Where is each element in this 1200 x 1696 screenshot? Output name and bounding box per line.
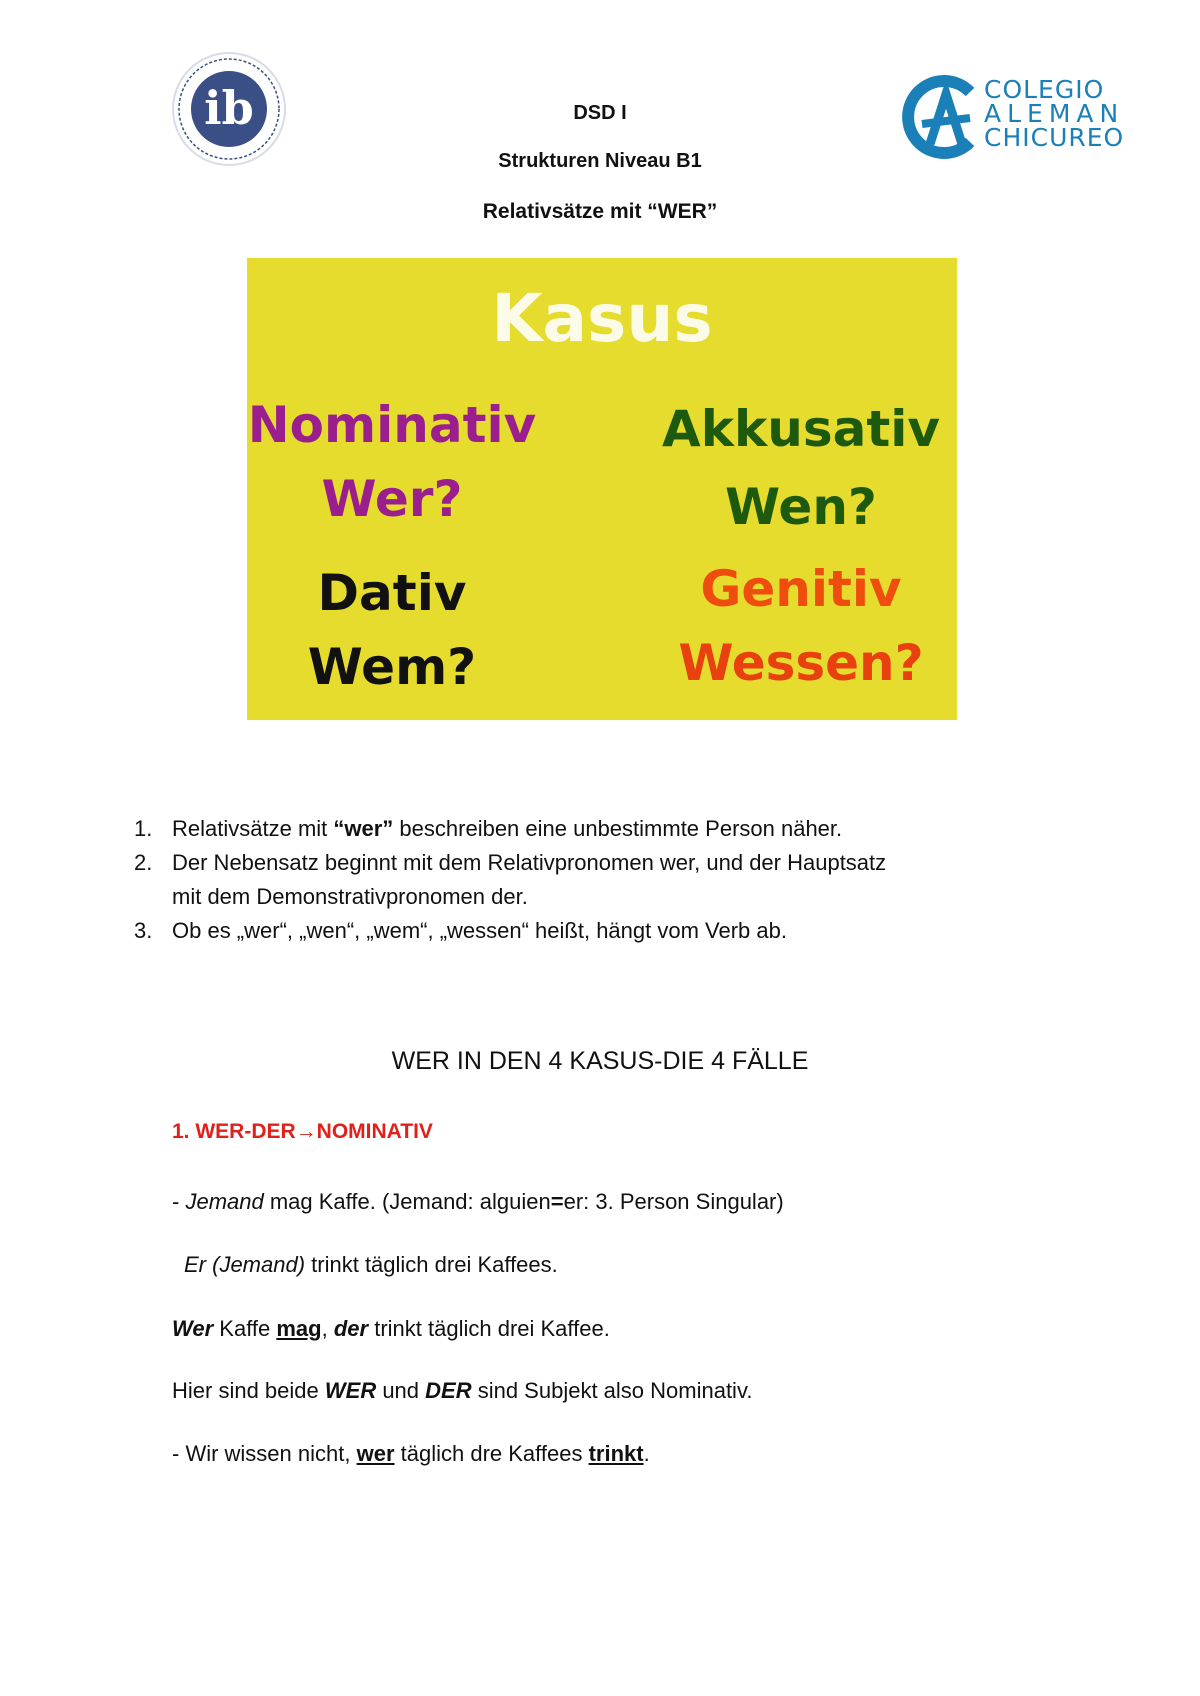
rule-text: Relativsätze mit (172, 816, 334, 841)
text-fragment: wer (356, 1441, 395, 1466)
section-title: WER IN DEN 4 KASUS-DIE 4 FÄLLE (391, 1047, 809, 1075)
text-fragment: trinkt täglich drei Kaffees. (305, 1252, 558, 1277)
text-fragment: er: 3. Person Singular) (563, 1189, 784, 1214)
example-line-5 (172, 1437, 650, 1471)
text-fragment: trinkt (588, 1441, 644, 1466)
rule-item (134, 812, 1094, 846)
text-fragment: DER (425, 1378, 472, 1403)
text-fragment: täglich dre Kaffees (394, 1441, 589, 1466)
rule-number: 3. (134, 918, 153, 943)
text-fragment: Hier sind beide (172, 1378, 325, 1403)
example-line-2 (184, 1248, 558, 1282)
rules-list (134, 812, 1094, 948)
text-fragment: sind Subjekt also Nominativ. (471, 1378, 753, 1403)
poster-akkusativ: Akkusativ (662, 400, 940, 458)
poster-wessen: Wessen? (678, 634, 924, 692)
text-fragment: mag (276, 1316, 322, 1341)
example-line-3 (172, 1312, 610, 1346)
text-fragment: . (643, 1441, 650, 1466)
text-fragment: mag Kaffe. (Jemand: alguien (263, 1189, 551, 1214)
text-fragment: trinkt täglich drei Kaffee. (368, 1316, 610, 1341)
rule-text: Ob es „wer“, „wen“, „wem“, „wessen“ heißt, hängt vom Verb ab. (172, 918, 787, 943)
header-topic: Relativsätze mit “WER” (482, 200, 718, 223)
poster-wer: Wer? (321, 470, 463, 528)
rule-keyword: “wer” (333, 816, 394, 841)
kasus-poster (247, 258, 957, 720)
poster-wem: Wem? (307, 638, 477, 696)
text-fragment: Kaffe (213, 1316, 277, 1341)
text-fragment: und (376, 1378, 426, 1403)
poster-nominativ: Nominativ (247, 396, 537, 454)
poster-title: Kasus (491, 280, 713, 357)
poster-genitiv: Genitiv (700, 560, 902, 618)
colegio-line-2: ALEMAN (984, 99, 1125, 128)
text-fragment: - Wir wissen nicht, (172, 1441, 357, 1466)
text-fragment: , (321, 1316, 334, 1341)
rule-number: 1. (134, 816, 153, 841)
text-fragment: WER (324, 1378, 377, 1403)
text-fragment: - (172, 1189, 186, 1214)
section-subtitle: 1. WER-DER→NOMINATIV (172, 1120, 433, 1143)
poster-wen: Wen? (725, 478, 877, 536)
header-course: DSD I (573, 102, 627, 124)
rule-item (134, 846, 1094, 914)
example-line-4 (172, 1374, 752, 1408)
rule-number: 2. (134, 850, 153, 875)
colegio-line-3: CHICUREO (984, 123, 1125, 152)
example-line-1 (172, 1185, 784, 1219)
text-fragment: = (550, 1189, 564, 1214)
rule-text: beschreiben eine unbestimmte Person näher. (393, 816, 843, 841)
rule-text: mit dem Demonstrativpronomen der. (172, 884, 528, 909)
header-level: Strukturen Niveau B1 (498, 150, 702, 172)
rule-item (134, 914, 1094, 948)
colegio-line-1: COLEGIO (984, 75, 1105, 104)
text-fragment: Wer (172, 1316, 214, 1341)
poster-dativ: Dativ (317, 564, 467, 622)
text-fragment: der (333, 1316, 369, 1341)
text-fragment: Er (Jemand) (184, 1252, 306, 1277)
rule-text: Der Nebensatz beginnt mit dem Relativpronomen wer, und der Hauptsatz (172, 850, 887, 875)
text-fragment: Jemand (185, 1189, 264, 1214)
ib-logo-letters: ib (204, 81, 254, 135)
